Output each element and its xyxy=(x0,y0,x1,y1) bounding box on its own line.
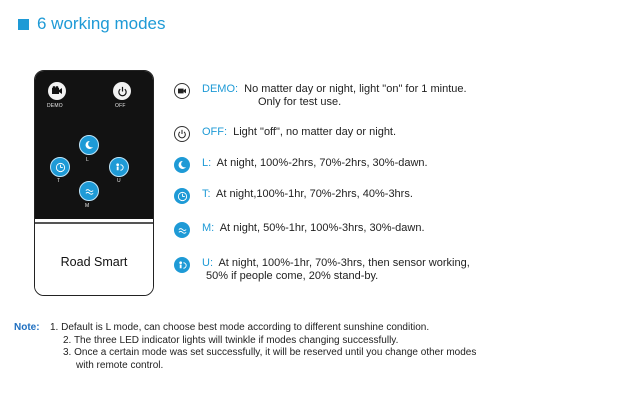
l-button-label: L xyxy=(86,157,89,163)
remote-keypad xyxy=(35,71,153,219)
mode-description: At night, 100%-2hrs, 70%-2hrs, 30%-dawn. xyxy=(216,157,428,169)
mode-key: OFF: xyxy=(202,126,228,138)
mode-description: At night,100%-1hr, 70%-2hrs, 40%-3hrs. xyxy=(216,188,413,200)
mode-row-t xyxy=(174,188,413,204)
l-button-icon xyxy=(79,135,99,155)
section-title-text: 6 working modes xyxy=(37,14,166,33)
square-bullet-icon xyxy=(18,19,29,30)
mode-key: L: xyxy=(202,157,212,169)
mode-description-continued: Only for test use. xyxy=(258,96,342,108)
mode-description: No matter day or night, light "on" for 1 mintue. xyxy=(244,83,467,95)
clock-icon xyxy=(174,188,190,204)
note-label: Note: xyxy=(14,322,40,333)
mode-row-m xyxy=(174,222,425,238)
projector-icon xyxy=(174,83,190,99)
mode-row-demo xyxy=(174,83,467,109)
sensor-icon xyxy=(174,257,190,273)
remote-brand: Road Smart xyxy=(60,255,128,269)
mode-row-off xyxy=(174,126,396,142)
mode-key: U: xyxy=(202,257,213,269)
mode-description: At night, 100%-1hr, 70%-3hrs, then sensor working, xyxy=(218,257,470,269)
off-button-label: OFF xyxy=(115,103,126,109)
power-icon xyxy=(174,126,190,142)
section-title xyxy=(18,14,166,34)
note-list xyxy=(50,322,622,372)
mode-description-continued: 50% if people come, 20% stand-by. xyxy=(206,270,379,282)
note-item-continued: with remote control. xyxy=(76,359,164,371)
mode-description: Light "off", no matter day or night. xyxy=(233,126,397,138)
moon-icon xyxy=(174,157,190,173)
t-button-icon xyxy=(50,157,70,177)
mode-row-l xyxy=(174,157,428,173)
remote-control xyxy=(34,70,154,296)
mode-row-u xyxy=(174,257,470,283)
m-button-icon xyxy=(79,181,99,201)
remote-label-area xyxy=(35,222,153,296)
mode-key: T: xyxy=(202,188,211,200)
mode-key: DEMO: xyxy=(202,83,239,95)
note-item: 3. Once a certain mode was set successfully, it will be reserved until you change other modes xyxy=(63,347,477,358)
u-button-icon xyxy=(109,157,129,177)
m-button-label: M xyxy=(85,203,90,209)
demo-button-icon xyxy=(48,82,66,100)
t-button-label: T xyxy=(57,178,61,184)
u-button-label: U xyxy=(117,178,121,184)
mode-description: At night, 50%-1hr, 100%-3hrs, 30%-dawn. xyxy=(219,222,425,234)
mode-key: M: xyxy=(202,222,215,234)
waves-icon xyxy=(174,222,190,238)
note-item: 2. The three LED indicator lights will twinkle if modes changing successfully. xyxy=(63,334,399,346)
off-button-icon xyxy=(113,82,131,100)
demo-button-label: DEMO xyxy=(47,103,63,109)
note-item: 1. Default is L mode, can choose best mode according to different sunshine condition. xyxy=(50,322,430,333)
